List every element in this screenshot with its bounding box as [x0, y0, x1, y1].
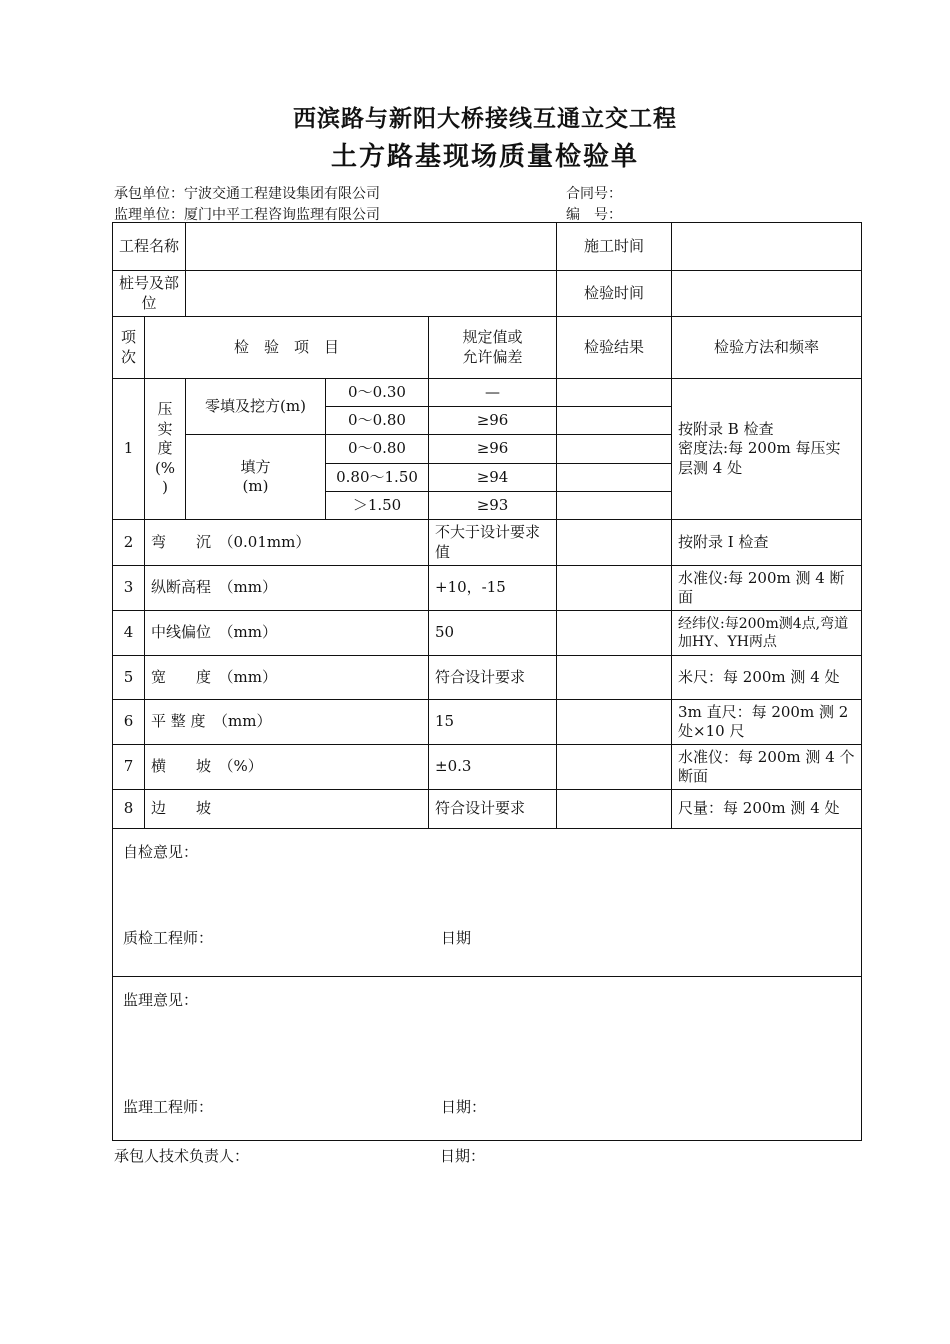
depth-range: 0～0.80 — [326, 407, 429, 435]
zero-fill-label: 零填及挖方(m) — [186, 379, 326, 435]
depth-range: 0～0.80 — [326, 435, 429, 464]
station-label: 桩号及部位 — [113, 271, 186, 317]
self-check-section[interactable] — [113, 829, 862, 977]
item-name: 中线偏位 （mm） — [145, 611, 429, 656]
item-no: 6 — [113, 700, 145, 745]
supervision-section[interactable] — [113, 977, 862, 1141]
result-cell[interactable] — [557, 407, 672, 435]
project-name-label: 工程名称 — [113, 223, 186, 271]
spec-value: ≥96 — [429, 407, 557, 435]
item-name: 横 坡 （%） — [145, 745, 429, 790]
result-cell[interactable] — [557, 464, 672, 492]
item-spec: ±0.3 — [429, 745, 557, 790]
supervision-label: 监理意见： — [123, 991, 199, 1009]
result-cell[interactable] — [557, 435, 672, 464]
result-cell[interactable] — [557, 520, 672, 566]
depth-range: 0～0.30 — [326, 379, 429, 407]
self-check-label: 自检意见： — [123, 843, 199, 861]
item-method: 水准仪:每 200m 测 4 断面 — [672, 566, 862, 611]
col-header-result: 检验结果 — [557, 317, 672, 379]
item-no: 4 — [113, 611, 145, 656]
item-spec: 符合设计要求 — [429, 790, 557, 829]
item-no: 7 — [113, 745, 145, 790]
tech-lead-label: 承包人技术负责人： — [114, 1147, 250, 1165]
item-method: 米尺：每 200m 测 4 处 — [672, 656, 862, 700]
result-cell[interactable] — [557, 379, 672, 407]
item-spec: 符合设计要求 — [429, 656, 557, 700]
item-method: 按附录 I 检查 — [672, 520, 862, 566]
construction-time-value[interactable] — [672, 223, 862, 271]
item-spec: 50 — [429, 611, 557, 656]
col-header-method: 检验方法和频率 — [672, 317, 862, 379]
item-no: 8 — [113, 790, 145, 829]
item-spec: +10，-15 — [429, 566, 557, 611]
item-method: 尺量：每 200m 测 4 处 — [672, 790, 862, 829]
col-header-no: 项 次 — [113, 317, 145, 379]
project-name-value[interactable] — [186, 223, 557, 271]
inspection-time-value[interactable] — [672, 271, 862, 317]
item-no: 2 — [113, 520, 145, 566]
result-cell[interactable] — [557, 656, 672, 700]
document-subtitle: 土方路基现场质量检验单 — [330, 142, 639, 172]
item-no: 5 — [113, 656, 145, 700]
self-check-date-label: 日期 — [441, 929, 472, 947]
footer-date-label: 日期： — [440, 1147, 486, 1165]
supervisor-label: 监理单位：厦门中平工程咨询监理有限公司 — [114, 207, 380, 223]
compaction-label: 压 实 度 (% ) — [145, 379, 186, 520]
spec-value: ≥93 — [429, 492, 557, 520]
item-name: 平 整 度 （mm） — [145, 700, 429, 745]
document-title: 西滨路与新阳大桥接线互通立交工程 — [293, 105, 677, 132]
fill-label: 填方 (m) — [186, 435, 326, 520]
item-spec: 15 — [429, 700, 557, 745]
item-name: 边 坡 — [145, 790, 429, 829]
depth-range: ＞1.50 — [326, 492, 429, 520]
item-method: 经纬仪:每200m测4点,弯道加HY、YH两点 — [672, 611, 862, 656]
supervision-date-label: 日期： — [441, 1098, 487, 1116]
construction-time-label: 施工时间 — [557, 223, 672, 271]
result-cell[interactable] — [557, 700, 672, 745]
supervising-engineer-label: 监理工程师： — [123, 1098, 214, 1116]
spec-value: ≥94 — [429, 464, 557, 492]
item-name: 弯 沉 （0.01mm） — [145, 520, 429, 566]
inspection-table — [112, 222, 862, 1141]
depth-range: 0.80～1.50 — [326, 464, 429, 492]
result-cell[interactable] — [557, 611, 672, 656]
item-name: 宽 度 （mm） — [145, 656, 429, 700]
result-cell[interactable] — [557, 745, 672, 790]
quality-engineer-label: 质检工程师： — [123, 929, 214, 947]
col-header-item: 检 验 项 目 — [145, 317, 429, 379]
item-method: 水准仪：每 200m 测 4 个断面 — [672, 745, 862, 790]
item-no: 3 — [113, 566, 145, 611]
result-cell[interactable] — [557, 492, 672, 520]
inspection-time-label: 检验时间 — [557, 271, 672, 317]
contract-no-label: 合同号： — [566, 186, 622, 202]
spec-value: ≥96 — [429, 435, 557, 464]
compaction-method: 按附录 B 检查 密度法:每 200m 每压实层测 4 处 — [672, 379, 862, 520]
item-method: 3m 直尺：每 200m 测 2 处×10 尺 — [672, 700, 862, 745]
result-cell[interactable] — [557, 790, 672, 829]
item-no: 1 — [113, 379, 145, 520]
item-name: 纵断高程 （mm） — [145, 566, 429, 611]
station-value[interactable] — [186, 271, 557, 317]
item-spec: 不大于设计要求值 — [429, 520, 557, 566]
spec-value: — — [429, 379, 557, 407]
result-cell[interactable] — [557, 566, 672, 611]
serial-no-label: 编 号： — [566, 207, 622, 223]
col-header-spec: 规定值或 允许偏差 — [429, 317, 557, 379]
contractor-label: 承包单位：宁波交通工程建设集团有限公司 — [114, 186, 380, 202]
